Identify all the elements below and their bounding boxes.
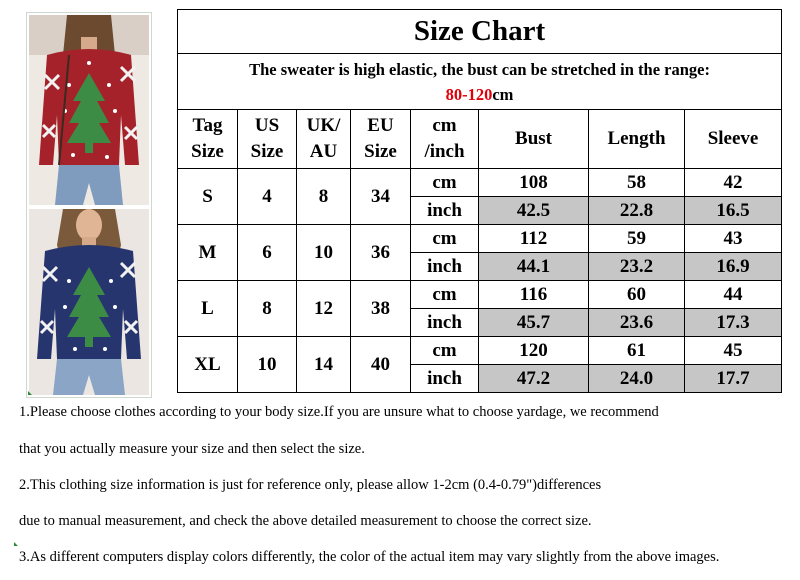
length-cm: 61 <box>589 337 685 365</box>
bust-cm: 112 <box>479 225 589 253</box>
chart-title: Size Chart <box>178 10 782 54</box>
product-photos <box>26 12 152 398</box>
length-inch: 22.8 <box>589 197 685 225</box>
eu-size: 38 <box>351 281 411 337</box>
length-inch: 23.6 <box>589 309 685 337</box>
header-bust: Bust <box>479 110 589 169</box>
sleeve-inch: 17.3 <box>685 309 782 337</box>
us-size: 10 <box>238 337 297 393</box>
table-row <box>178 337 782 365</box>
us-size: 8 <box>238 281 297 337</box>
note-line: due to manual measurement, and check the above detailed measurement to choose the correct size. <box>19 513 592 529</box>
sleeve-cm: 43 <box>685 225 782 253</box>
table-row <box>178 225 782 253</box>
sleeve-cm: 42 <box>685 169 782 197</box>
note-line: 2.This clothing size information is just for reference only, please allow 1-2cm (0.4-0.79")differences <box>19 477 602 493</box>
stretch-range: 80-120 <box>445 84 493 104</box>
corner-mark <box>14 542 18 546</box>
header-row <box>178 110 782 169</box>
sleeve-cm: 45 <box>685 337 782 365</box>
unit-cm: cm <box>411 337 479 365</box>
sleeve-cm: 44 <box>685 281 782 309</box>
unit-cm: cm <box>411 281 479 309</box>
unit-inch: inch <box>411 309 479 337</box>
eu-size: 36 <box>351 225 411 281</box>
length-cm: 58 <box>589 169 685 197</box>
table-row <box>178 169 782 197</box>
header-length: Length <box>589 110 685 169</box>
note-line: 3.As different computers display colors differently, the color of the actual item may vary slightly from the above images. <box>19 549 720 565</box>
eu-size: 40 <box>351 337 411 393</box>
header-uk-au: UK/ AU <box>297 110 351 169</box>
us-size: 6 <box>238 225 297 281</box>
sleeve-inch: 16.5 <box>685 197 782 225</box>
unit-inch: inch <box>411 253 479 281</box>
unit-inch: inch <box>411 365 479 393</box>
bust-inch: 47.2 <box>479 365 589 393</box>
tag-size: L <box>178 281 238 337</box>
header-eu-size: EU Size <box>351 110 411 169</box>
header-unit: cm /inch <box>411 110 479 169</box>
length-inch: 23.2 <box>589 253 685 281</box>
length-inch: 24.0 <box>589 365 685 393</box>
tag-size: XL <box>178 337 238 393</box>
unit-cm: cm <box>411 169 479 197</box>
uk-size: 8 <box>297 169 351 225</box>
table-row <box>178 281 782 309</box>
header-us-size: US Size <box>238 110 297 169</box>
tag-size: M <box>178 225 238 281</box>
stretch-unit: cm <box>492 84 514 104</box>
tag-size: S <box>178 169 238 225</box>
unit-cm: cm <box>411 225 479 253</box>
bust-inch: 44.1 <box>479 253 589 281</box>
bust-inch: 45.7 <box>479 309 589 337</box>
subtitle-line: The sweater is high elastic, the bust can be stretched in the range: <box>249 59 710 79</box>
unit-inch: inch <box>411 197 479 225</box>
length-cm: 59 <box>589 225 685 253</box>
corner-mark <box>28 391 32 395</box>
navy-sweater-photo <box>29 209 149 395</box>
eu-size: 34 <box>351 169 411 225</box>
us-size: 4 <box>238 169 297 225</box>
bust-inch: 42.5 <box>479 197 589 225</box>
note-line: 1.Please choose clothes according to your body size.If you are unsure what to choose yardage, we recommend <box>19 404 659 420</box>
uk-size: 12 <box>297 281 351 337</box>
sleeve-inch: 17.7 <box>685 365 782 393</box>
chart-subtitle <box>178 54 782 110</box>
bust-cm: 116 <box>479 281 589 309</box>
header-tag-size: Tag Size <box>178 110 238 169</box>
size-chart-table <box>177 9 782 393</box>
length-cm: 60 <box>589 281 685 309</box>
uk-size: 14 <box>297 337 351 393</box>
uk-size: 10 <box>297 225 351 281</box>
header-sleeve: Sleeve <box>685 110 782 169</box>
red-sweater-photo <box>29 15 149 205</box>
sleeve-inch: 16.9 <box>685 253 782 281</box>
bust-cm: 120 <box>479 337 589 365</box>
bust-cm: 108 <box>479 169 589 197</box>
note-line: that you actually measure your size and then select the size. <box>19 441 365 457</box>
